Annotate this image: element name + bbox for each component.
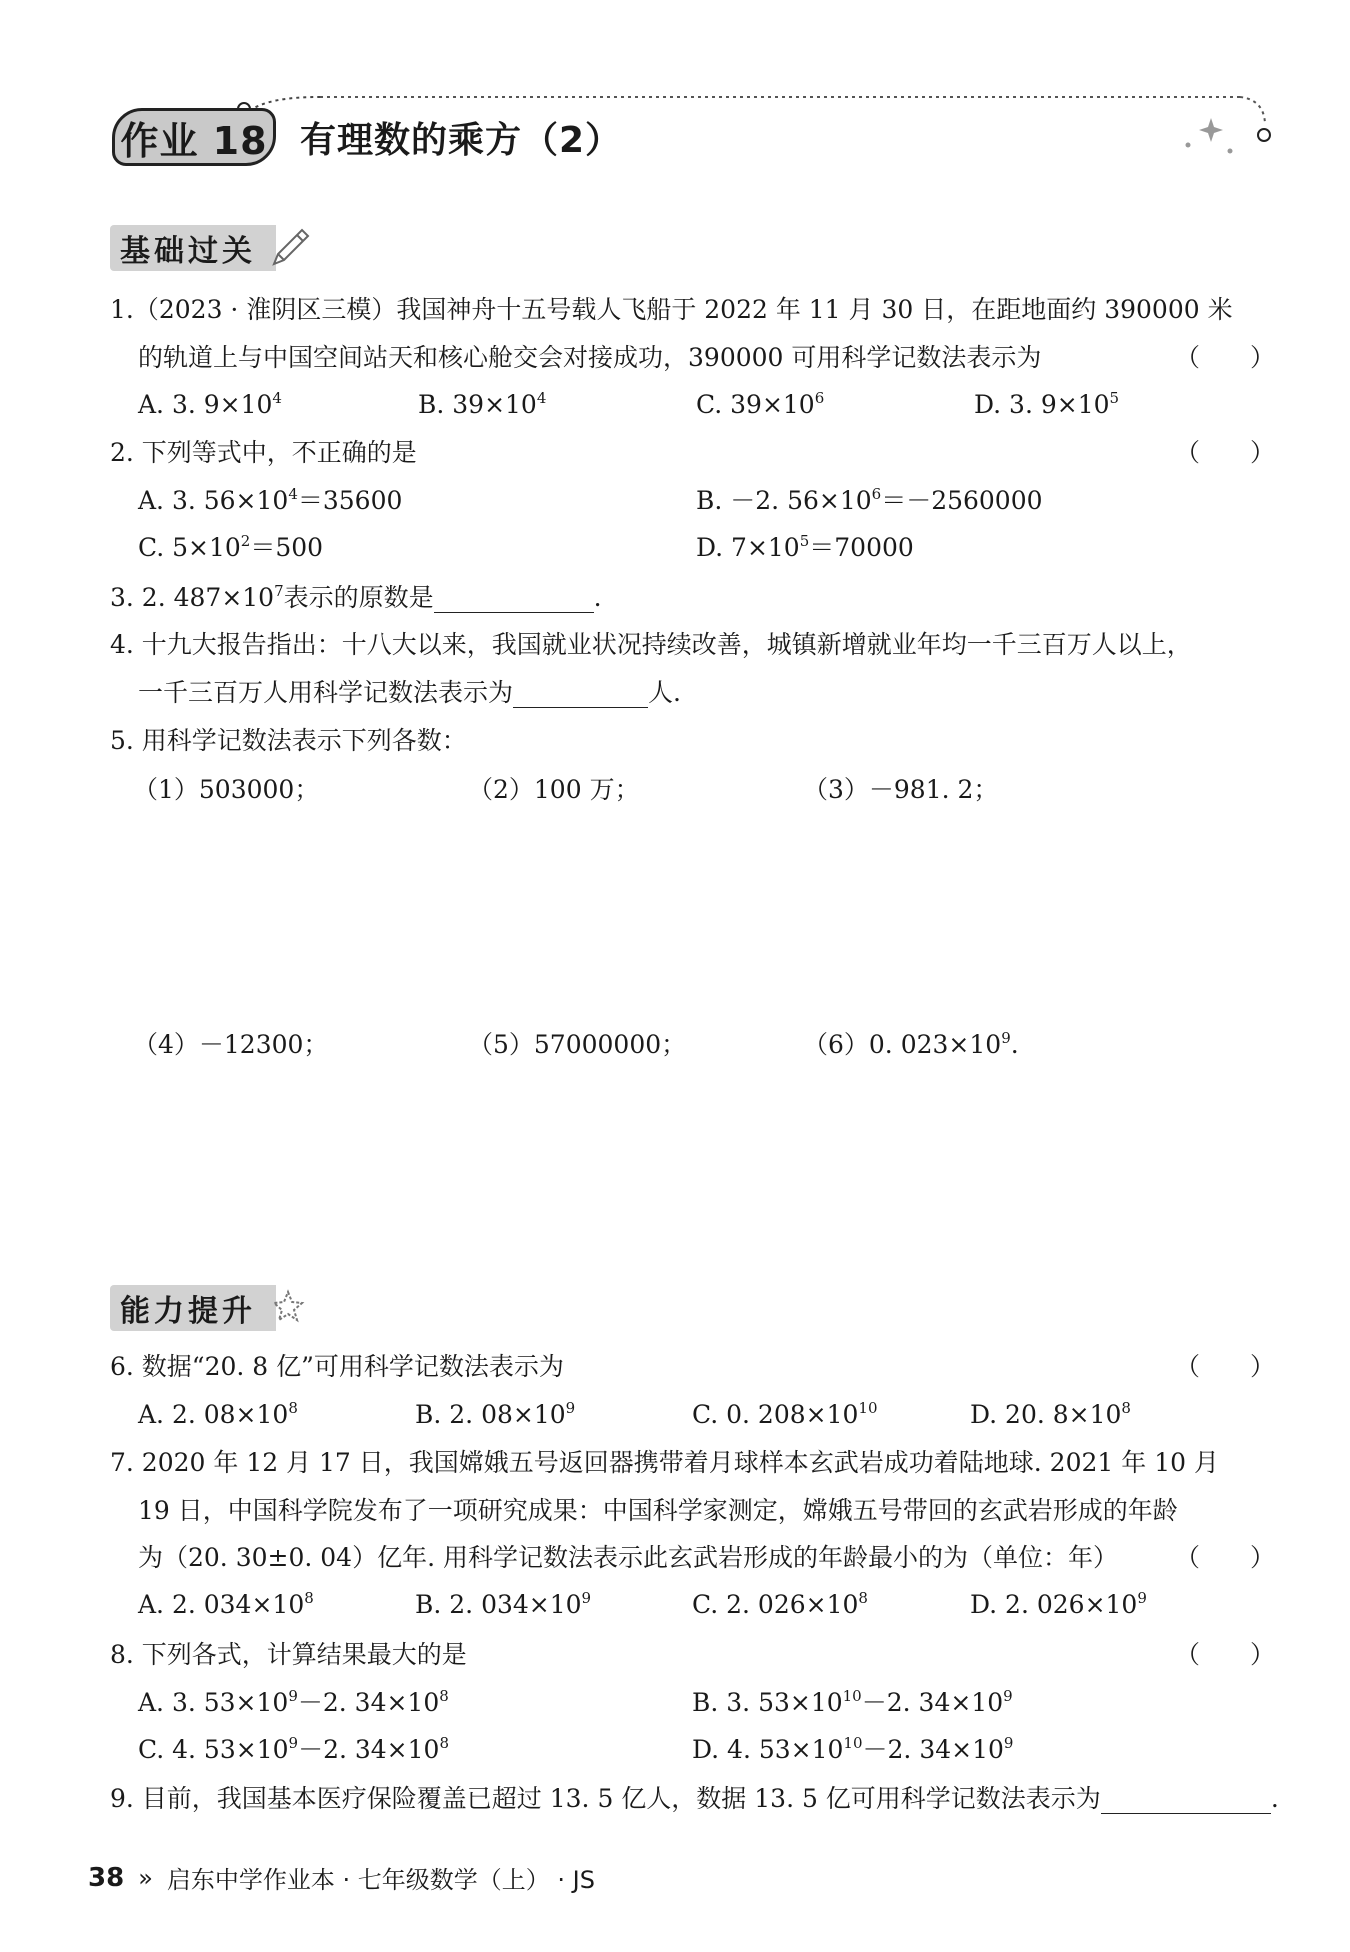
q7-option-a: A. 2. $034\times 10^8$ — [138, 1589, 314, 1619]
q1-option-a: A. 3. $9\times 10^4$ — [138, 389, 282, 419]
q5-part-2: （2）100 万； — [468, 775, 640, 804]
question-2-stem: 2. 下列等式中，不正确的是 — [110, 438, 417, 467]
answer-bracket-2: （ ） — [1175, 438, 1276, 467]
page-number: 38 — [88, 1862, 125, 1893]
q7-option-c: C. 2. $026\times 10^8$ — [692, 1589, 868, 1619]
homework-badge: 作业 18 — [112, 108, 276, 166]
answer-blank-3[interactable] — [434, 588, 594, 613]
question-1-line-1: 1.（2023 · 淮阴区三模）我国神舟十五号载人飞船于 2022 年 11 月 30 日，在距地面约 390000 米 — [110, 295, 1233, 324]
question-7-line-2: 19 日，中国科学院发布了一项研究成果：中国科学家测定，嫦娥五号带回的玄武岩形成的年龄 — [138, 1496, 1178, 1525]
answer-bracket-7: （ ） — [1175, 1543, 1276, 1572]
question-5-stem: 5. 用科学记数法表示下列各数： — [110, 726, 467, 755]
q2-option-d: D. $7\times 10^5=70000$ — [696, 532, 914, 562]
answer-bracket-6: （ ） — [1175, 1352, 1276, 1381]
q1-option-c: C. $39\times 10^6$ — [696, 389, 825, 419]
question-4-line-2: 一千三百万人用科学记数法表示为 人. — [138, 678, 681, 707]
section-tag-basic: 基础过关 — [110, 225, 276, 271]
double-chevron-icon: » — [138, 1863, 153, 1892]
q5-part-6: （6）0. $023\times 10^9$. — [803, 1029, 1019, 1059]
q7-option-d: D. 2. $026\times 10^9$ — [970, 1589, 1147, 1619]
question-6-stem: 6. 数据“20. 8 亿”可用科学记数法表示为 — [110, 1352, 564, 1381]
q5-part-3: （3）－981. 2； — [803, 775, 999, 804]
q6-option-c: C. 0. $208\times 10^{10}$ — [692, 1399, 878, 1429]
q8-option-a: A. 3. $53\times 10^9-2$. $34\times 10^8$ — [138, 1687, 449, 1717]
q2-option-c: C. $5\times 10^2=500$ — [138, 532, 324, 562]
book-title: 启东中学作业本 · 七年级数学（上） · JS — [166, 1866, 595, 1894]
q6-option-b: B. 2. $08\times 10^9$ — [415, 1399, 576, 1429]
section-tag-advanced: 能力提升 — [110, 1285, 276, 1331]
answer-blank-4[interactable] — [513, 683, 648, 708]
star-icon — [266, 1284, 310, 1328]
page-footer — [88, 1860, 595, 1895]
q7-option-b: B. 2. $034\times 10^9$ — [415, 1589, 592, 1619]
answer-bracket-1: （ ） — [1175, 343, 1276, 372]
question-7-line-1: 7. 2020 年 12 月 17 日，我国嫦娥五号返回器携带着月球样本玄武岩成功着陆地球. 2021 年 10 月 — [110, 1448, 1219, 1477]
answer-blank-9[interactable] — [1101, 1789, 1271, 1814]
q8-option-d: D. 4. $53\times 10^{10}-2$. $34\times 10^9$ — [692, 1734, 1014, 1764]
q2-option-a: A. 3. $56\times 10^4=35600$ — [138, 485, 403, 515]
question-9: 9. 目前，我国基本医疗保险覆盖已超过 13. 5 亿人，数据 13. 5 亿可用科学记数法表示为 . — [110, 1784, 1279, 1813]
q6-option-d: D. 20. $8\times 10^8$ — [970, 1399, 1131, 1429]
q5-part-1: （1）503000； — [133, 775, 320, 804]
question-1-line-2: 的轨道上与中国空间站天和核心舱交会对接成功，390000 可用科学记数法表示为 — [138, 343, 1042, 372]
question-8-stem: 8. 下列各式，计算结果最大的是 — [110, 1640, 467, 1669]
q5-part-5: （5）57000000； — [468, 1030, 687, 1059]
q2-option-b: B. －2. $56\times 10^6=-2560000$ — [696, 485, 1043, 515]
question-3: 3. 2. $487\times 10^7$表示的原数是 . — [110, 582, 602, 612]
q5-part-4: （4）－12300； — [133, 1030, 329, 1059]
q8-option-b: B. 3. $53\times 10^{10}-2$. $34\times 10^9$ — [692, 1687, 1013, 1717]
q1-option-d: D. 3. $9\times 10^5$ — [974, 389, 1120, 419]
q8-option-c: C. 4. $53\times 10^9-2$. $34\times 10^8$ — [138, 1734, 449, 1764]
question-7-line-3: 为（20. 30±0. 04）亿年. 用科学记数法表示此玄武岩形成的年龄最小的为（单位：年） — [138, 1543, 1118, 1572]
page-title: 有理数的乘方（2） — [300, 120, 623, 161]
question-4-line-1: 4. 十九大报告指出：十八大以来，我国就业状况持续改善，城镇新增就业年均一千三百万人以上， — [110, 630, 1192, 659]
answer-bracket-8: （ ） — [1175, 1640, 1276, 1669]
q1-option-b: B. $39\times 10^4$ — [418, 389, 547, 419]
pencil-icon — [268, 226, 312, 270]
q6-option-a: A. 2. $08\times 10^8$ — [138, 1399, 298, 1429]
